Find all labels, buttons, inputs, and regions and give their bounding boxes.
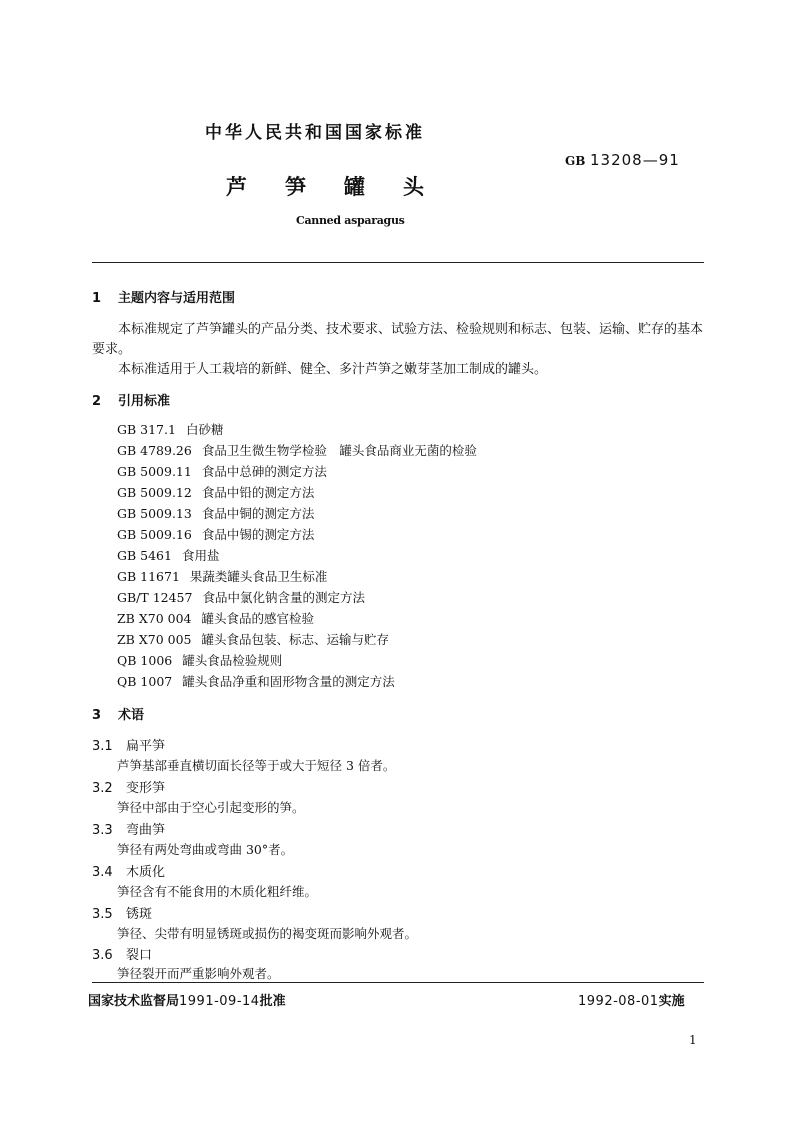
page-number: 1 bbox=[689, 1033, 697, 1047]
section-3-title: 术语 bbox=[118, 708, 145, 723]
term-number: 3.3 bbox=[92, 823, 113, 838]
reference-code: GB 5009.11 bbox=[117, 464, 192, 479]
reference-item bbox=[117, 588, 365, 606]
section-1-title: 主题内容与适用范围 bbox=[118, 291, 236, 306]
section-2-title: 引用标准 bbox=[118, 394, 171, 409]
term-definition: 芦笋基部垂直横切面长径等于或大于短径 3 倍者。 bbox=[117, 758, 396, 773]
standard-code-prefix: GB bbox=[565, 154, 586, 168]
reference-code: GB 5009.13 bbox=[117, 506, 192, 521]
reference-code: GB 4789.26 bbox=[117, 443, 192, 458]
reference-item bbox=[117, 567, 327, 585]
reference-title: 食品中锡的测定方法 bbox=[201, 527, 315, 542]
section-3-number: 3 bbox=[92, 708, 102, 723]
section-1-paragraph-2: 本标准适用于人工栽培的新鲜、健全、多汁芦笋之嫩芽茎加工制成的罐头。 bbox=[118, 362, 548, 377]
reference-title: 食品中铅的测定方法 bbox=[201, 485, 315, 500]
section-1-heading bbox=[92, 287, 235, 306]
reference-code: GB 5009.12 bbox=[117, 485, 192, 500]
term-heading bbox=[92, 735, 165, 754]
reference-code: GB/T 12457 bbox=[117, 590, 193, 605]
approval-label: 批准 bbox=[259, 994, 286, 1009]
reference-title: 食品卫生微生物学检验 罐头食品商业无菌的检验 bbox=[201, 443, 477, 458]
reference-item bbox=[117, 651, 282, 669]
effective-date: 1992-08-01 bbox=[578, 994, 659, 1009]
reference-title: 罐头食品检验规则 bbox=[182, 653, 283, 668]
reference-title: 果蔬类罐头食品卫生标准 bbox=[189, 569, 328, 584]
reference-code: GB 11671 bbox=[117, 569, 180, 584]
term-name: 裂口 bbox=[126, 948, 153, 963]
term-definition: 笋径中部由于空心引起变形的笋。 bbox=[117, 800, 305, 815]
reference-item bbox=[117, 525, 314, 543]
reference-title: 罐头食品的感官检验 bbox=[201, 611, 314, 626]
footer-divider bbox=[92, 982, 704, 983]
section-1-paragraph-1-line-2: 要求。 bbox=[92, 342, 132, 357]
reference-item bbox=[117, 462, 327, 480]
term-definition: 笋径有两处弯曲或弯曲 30°者。 bbox=[117, 842, 294, 857]
header-divider bbox=[92, 262, 704, 263]
reference-title: 食品中氯化钠含量的测定方法 bbox=[202, 590, 365, 605]
term-definition: 笋径含有不能食用的木质化粗纤维。 bbox=[117, 884, 318, 899]
term-name: 木质化 bbox=[126, 865, 166, 880]
section-1-number: 1 bbox=[92, 291, 102, 306]
reference-item bbox=[117, 483, 314, 501]
term-number: 3.1 bbox=[92, 739, 113, 754]
reference-code: GB 317.1 bbox=[117, 422, 176, 437]
term-heading bbox=[92, 777, 165, 796]
term-heading bbox=[92, 903, 152, 922]
reference-item bbox=[117, 672, 395, 690]
reference-title: 食品中铜的测定方法 bbox=[201, 506, 315, 521]
term-heading bbox=[92, 819, 165, 838]
term-number: 3.4 bbox=[92, 865, 113, 880]
reference-title: 食用盐 bbox=[181, 548, 220, 563]
section-1-paragraph-1-line-1: 本标准规定了芦笋罐头的产品分类、技术要求、试验方法、检验规则和标志、包装、运输、贮存的基本 bbox=[118, 322, 704, 337]
reference-code: GB 5461 bbox=[117, 548, 172, 563]
term-number: 3.5 bbox=[92, 907, 113, 922]
standard-code-number: 13208—91 bbox=[590, 151, 680, 169]
reference-item bbox=[117, 504, 314, 522]
term-number: 3.2 bbox=[92, 781, 113, 796]
term-name: 锈斑 bbox=[126, 907, 153, 922]
reference-code: QB 1006 bbox=[117, 653, 173, 668]
section-2-number: 2 bbox=[92, 394, 102, 409]
issuer-name: 国家技术监督局 bbox=[88, 994, 180, 1009]
effective-line bbox=[578, 990, 685, 1009]
term-definition: 笋径、尖带有明显锈斑或损伤的褐变斑而影响外观者。 bbox=[117, 926, 418, 941]
national-standard-title: 中华人民共和国国家标准 bbox=[205, 123, 425, 143]
document-subtitle: Canned asparagus bbox=[296, 214, 405, 227]
effective-label: 实施 bbox=[658, 994, 685, 1009]
reference-code: ZB X70 004 bbox=[117, 611, 192, 626]
reference-item bbox=[117, 546, 219, 564]
term-name: 变形笋 bbox=[126, 781, 166, 796]
section-2-heading bbox=[92, 390, 170, 409]
term-name: 弯曲笋 bbox=[126, 823, 166, 838]
reference-title: 罐头食品净重和固形物含量的测定方法 bbox=[182, 674, 395, 689]
section-3-heading bbox=[92, 704, 144, 723]
reference-code: GB 5009.16 bbox=[117, 527, 192, 542]
approval-line bbox=[88, 990, 286, 1009]
reference-title: 罐头食品包装、标志、运输与贮存 bbox=[201, 632, 389, 647]
reference-title: 食品中总砷的测定方法 bbox=[201, 464, 327, 479]
term-definition: 笋径裂开而严重影响外观者。 bbox=[117, 966, 280, 981]
reference-item bbox=[117, 441, 477, 459]
reference-code: ZB X70 005 bbox=[117, 632, 192, 647]
term-name: 扁平笋 bbox=[126, 739, 166, 754]
term-heading bbox=[92, 944, 152, 963]
document-title: 芦笋罐头 bbox=[226, 175, 462, 199]
term-number: 3.6 bbox=[92, 948, 113, 963]
reference-item bbox=[117, 609, 314, 627]
reference-item bbox=[117, 630, 389, 648]
reference-item bbox=[117, 420, 223, 438]
approval-date: 1991-09-14 bbox=[179, 994, 260, 1009]
reference-code: QB 1007 bbox=[117, 674, 173, 689]
term-heading bbox=[92, 861, 165, 880]
reference-title: 白砂糖 bbox=[185, 422, 224, 437]
